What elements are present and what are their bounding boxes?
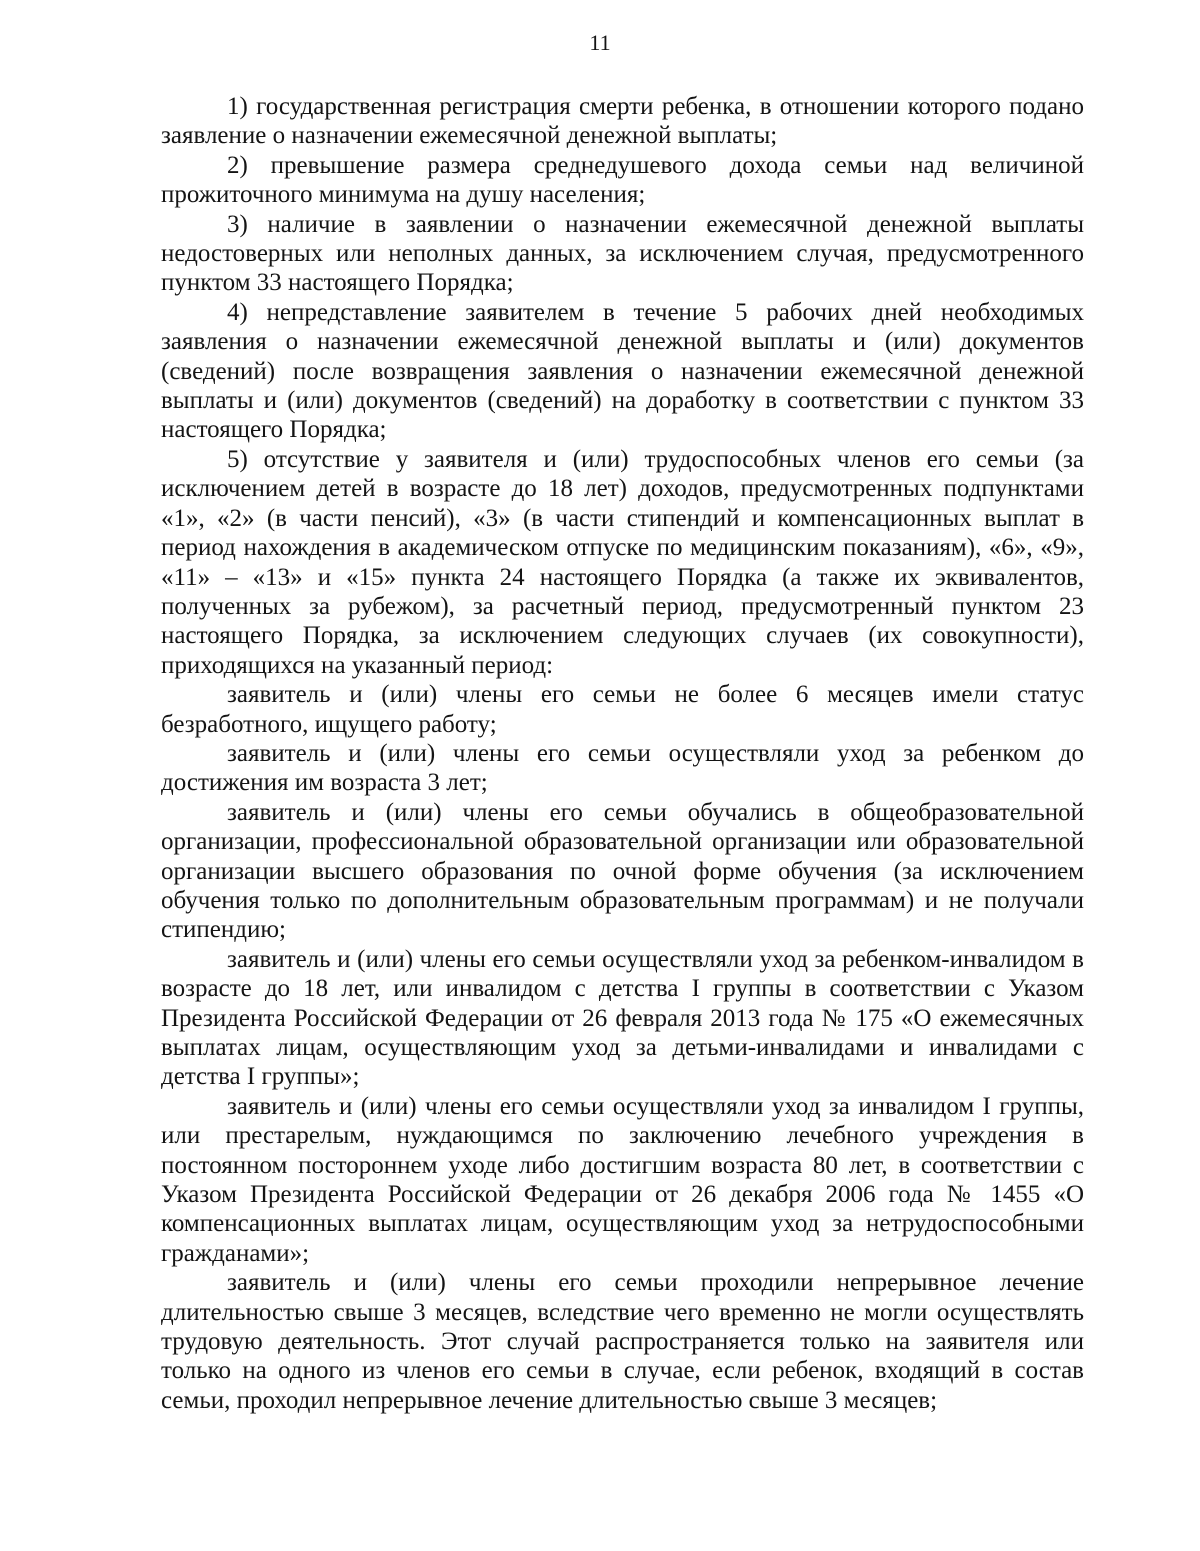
document-body xyxy=(161,92,1084,1415)
paragraph-exception-unemployed: заявитель и (или) члены его семьи не более 6 месяцев имели статус безработного, ищущего работу; xyxy=(161,681,1084,738)
paragraph-exception-disabled-adult-care: заявитель и (или) члены его семьи осуществляли уход за инвалидом I группы, или престарелым, нуждающимся по заключению лечебного учреждения в постоянном постороннем уходе либо достигшим возраста 80 лет, в соответствии с Указом Президента Российской Федерации от 26 декабря 2006 года № 1455 «О компенсационных выплатах лицам, осуществляющим уход за нетрудоспособными гражданами»; xyxy=(161,1092,1084,1267)
paragraph-exception-childcare: заявитель и (или) члены его семьи осуществляли уход за ребенком до достижения им возраста 3 лет; xyxy=(161,739,1084,797)
paragraph-item-1: 1) государственная регистрация смерти ребенка, в отношении которого подано заявление о назначении ежемесячной денежной выплаты; xyxy=(161,93,1084,150)
page-number: 11 xyxy=(589,30,611,55)
paragraph-exception-disabled-child-care: заявитель и (или) члены его семьи осуществляли уход за ребенком-инвалидом в возрасте до 18 лет, или инвалидом с детства I группы в соответствии с Указом Президента Российской Федерации от 26 февраля 2013 года № 175 «О ежемесячных выплатах лицам, осуществляющим уход за детьми-инвалидами и инвалидами с детства I группы»; xyxy=(161,945,1084,1091)
paragraph-item-4: 4) непредставление заявителем в течение 5 рабочих дней необходимых заявления о назначении ежемесячной денежной выплаты и (или) документов (сведений) после возвращения заявления о назначении ежемесячной денежной выплаты и (или) документов (сведений) на доработку в соответствии с пунктом 33 настоящего Порядка; xyxy=(161,298,1084,444)
paragraph-exception-education: заявитель и (или) члены его семьи обучались в общеобразовательной организации, профессиональной образовательной организации или образовательной организации высшего образования по очной форме обучения (за исключением обучения только по дополнительным образовательным программам) и не получали стипендию; xyxy=(161,798,1084,944)
paragraph-item-3: 3) наличие в заявлении о назначении ежемесячной денежной выплаты недостоверных или неполных данных, за исключением случая, предусмотренного пунктом 33 настоящего Порядка; xyxy=(161,210,1084,297)
paragraph-item-2: 2) превышение размера среднедушевого дохода семьи над величиной прожиточного минимума на душу населения; xyxy=(161,151,1084,209)
paragraph-item-5: 5) отсутствие у заявителя и (или) трудоспособных членов его семьи (за исключением детей в возрасте до 18 лет) доходов, предусмотренных подпунктами «1», «2» (в части пенсий), «3» (в части стипендий и компенсационных выплат в период нахождения в академическом отпуске по медицинским показаниям), «6», «9», «11» – «13» и «15» пункта 24 настоящего Порядка (а также их эквивалентов, полученных за рубежом), за расчетный период, предусмотренный пунктом 23 настоящего Порядка, за исключением следующих случаев (их совокупности), приходящихся на указанный период: xyxy=(161,445,1084,679)
paragraph-exception-medical-treatment: заявитель и (или) члены его семьи проходили непрерывное лечение длительностью свыше 3 месяцев, вследствие чего временно не могли осуществлять трудовую деятельность. Этот случай распространяется только на заявителя или только на одного из членов его семьи в случае, если ребенок, входящий в состав семьи, проходил непрерывное лечение длительностью свыше 3 месяцев; xyxy=(161,1269,1084,1414)
